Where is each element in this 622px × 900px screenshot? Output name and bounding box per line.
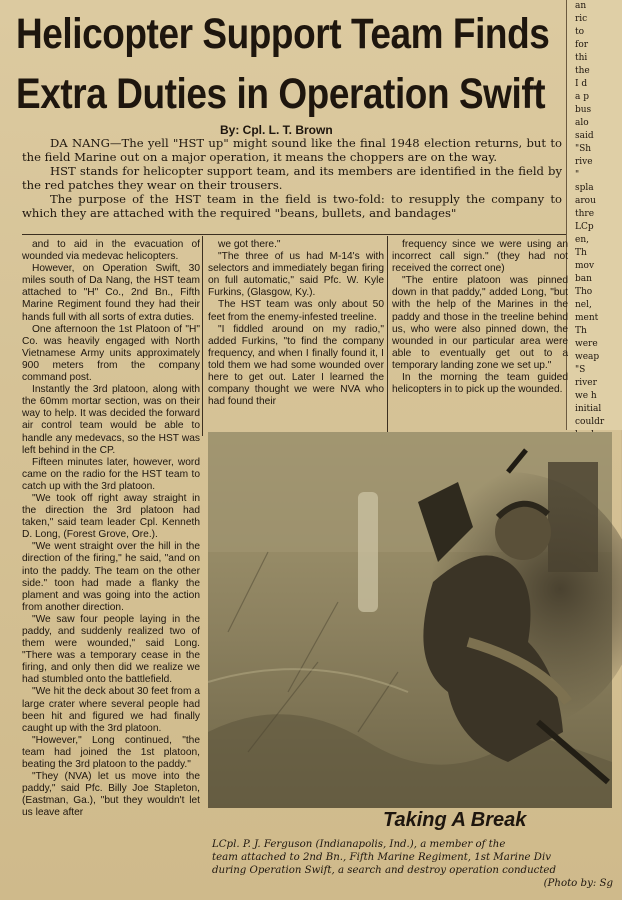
adjacent-column-fragment: the	[575, 66, 590, 76]
adjacent-column-fragment: were	[575, 339, 598, 349]
adjacent-column-fragment: spla	[575, 183, 594, 193]
article-paragraph: In the morning the team guided helicopters in to pick up the wounded.	[392, 372, 568, 396]
headline	[16, 4, 550, 124]
adjacent-column-fragment: "S	[575, 365, 586, 375]
adjacent-column-fragment: weap	[575, 352, 600, 362]
column-divider	[387, 236, 388, 432]
adjacent-column-fragment: "	[575, 170, 580, 180]
adjacent-column-fragment: LCp	[575, 222, 594, 232]
adjacent-column-fragment: river	[575, 378, 597, 388]
headline-line-2: Extra Duties in Operation Swift	[16, 70, 546, 118]
adjacent-column-fragment: rive	[575, 157, 593, 167]
intro-paragraph: DA NANG—The yell "HST up" might sound like the final 1948 election returns, but to the field Marine out on a major operation, it means the choppers are on the way.	[22, 136, 562, 164]
photo-caption-title: Taking A Break	[383, 809, 527, 831]
caption-line: LCpl. P. J. Ferguson (Indianapolis, Ind.), a member of the	[212, 839, 506, 850]
adjacent-column-fragment: Th	[575, 248, 587, 258]
article-paragraph: "They (NVA) let us move into the paddy," said Pfc. Billy Joe Stapleton, (Eastman, Ga.), "but they wouldn't let us leave after	[22, 771, 200, 819]
adjacent-column-fragment: an	[575, 1, 587, 11]
article-paragraph: "We took off right away straight in the direction the 3rd platoon had taken," said team leader Cpl. Kenneth D. Long, (Forest Grove, Ore.).	[22, 492, 200, 541]
article-paragraph: "However," Long continued, "the team had joined the 1st platoon, beating the 3rd platoon to the paddy."	[22, 734, 200, 771]
adjacent-column-fragment: I d	[575, 79, 588, 89]
adjacent-column-fragment: ban	[575, 274, 592, 284]
adjacent-column-fragment: "Sh	[575, 144, 592, 154]
adjacent-column-fragment: alo	[575, 118, 589, 128]
intro-rule	[22, 234, 566, 235]
news-photo-marine-resting	[208, 432, 612, 808]
article-paragraph: "I fiddled around on my radio," added Furkins, "to find the company frequency, and when I finally found it, I told them we had some wounded over here to get out. Later I learned the company thought we were NVA who had found their	[208, 323, 384, 408]
caption-line: during Operation Swift, a search and destroy operation conducted	[212, 865, 556, 876]
adjacent-column	[566, 0, 622, 430]
adjacent-column-fragment: ric	[575, 14, 588, 24]
byline: By: Cpl. L. T. Brown	[220, 123, 333, 137]
intro-paragraph: The purpose of the HST team in the field is two-fold: to resupply the company to which they are attached with the required "beans, bullets, and bandages"	[22, 192, 562, 220]
adjacent-column-fragment: for	[575, 40, 589, 50]
intro-paragraph: HST stands for helicopter support team, and its members are identified in the field by the red patches they wear on their trousers.	[22, 164, 562, 192]
adjacent-column-fragment: to	[575, 27, 585, 37]
adjacent-column-fragment: Tho	[575, 287, 593, 297]
article-paragraph: "The three of us had M-14's with selectors and immediately began firing on full automatic," said Pfc. W. Kyle Furkins, (Glasgow, Ky.).	[208, 251, 384, 299]
column-divider	[202, 236, 203, 436]
article-paragraph: The HST team was only about 50 feet from the enemy-infested treeline.	[208, 299, 384, 323]
adjacent-column-fragment: we h	[575, 391, 597, 401]
headline-line-1: Helicopter Support Team Finds	[16, 10, 550, 58]
article-intro	[22, 136, 562, 220]
column-1	[22, 239, 200, 820]
adjacent-column-fragment: arou	[575, 196, 596, 206]
article-paragraph: "The entire platoon was pinned down in that paddy," added Long, "but with the help of the Marines in the paddy and those in the treeline behind us, who were also pinned down, the wounded in our particular area were able to eventually get out to a temporary landing zone we set up."	[392, 275, 568, 371]
column-2	[208, 239, 384, 408]
adjacent-column-fragment: ment	[575, 313, 599, 323]
article-paragraph: One afternoon the 1st Platoon of "H" Co. was heavily engaged with North Vietnamese Army units approximately 900 meters from the company command post.	[22, 323, 200, 384]
photo-illustration	[208, 432, 612, 808]
adjacent-column-fragment: a p	[575, 92, 589, 102]
article-paragraph: Fifteen minutes later, however, word came on the radio for the HST team to catch up with the 3rd platoon.	[22, 456, 200, 492]
adjacent-column-fragment: bus	[575, 105, 592, 115]
article-paragraph: "We went straight over the hill in the direction of the firing," he said, "and on into the paddy. The team on the other side." toon had made a flanky the plament and was going into the action from another direction.	[22, 541, 200, 613]
adjacent-column-fragment: thi	[575, 53, 588, 63]
article-paragraph: However, on Operation Swift, 30 miles south of Da Nang, the HST team attached to "H" Co., 2nd Bn., Fifth Marine Regiment found they had their hands full with all sorts of extra duties.	[22, 263, 200, 323]
caption-line: team attached to 2nd Bn., Fifth Marine Regiment, 1st Marine Div	[212, 852, 551, 863]
adjacent-column-fragment: Th	[575, 326, 587, 336]
column-3	[392, 239, 568, 396]
adjacent-column-fragment: thre	[575, 209, 595, 219]
adjacent-column-fragment: initial	[575, 404, 602, 414]
adjacent-column-fragment: said	[575, 131, 594, 141]
adjacent-column-fragment: couldr	[575, 417, 605, 427]
article-paragraph: frequency since we were using an incorrect call sign." (they had not received the correct one)	[392, 239, 568, 275]
article-paragraph: we got there."	[218, 239, 281, 250]
caption-line: (Photo by: Sg	[543, 878, 613, 889]
article-paragraph: Instantly the 3rd platoon, along with the 60mm mortar section, was on their way to help. It was decided the forward air control team would be able to handle any medevacs, so the HST was left behind in the CP.	[22, 384, 200, 456]
article-paragraph: "We hit the deck about 30 feet from a large crater where several people had been hit and figured we had finally caught up with the 3rd platoon.	[22, 686, 200, 734]
adjacent-column-fragment: nel,	[575, 300, 592, 310]
photo-caption	[212, 838, 617, 890]
article-paragraph: "We saw four people laying in the paddy, and suddenly realized two of them were wounded," said Long. "There was a temporary cease in the firing, and only then did we realize we had stumbled onto the battlefield.	[22, 613, 200, 686]
article-paragraph: and to aid in the evacuation of wounded via medevac helicopters.	[22, 239, 200, 263]
adjacent-column-fragment: mov	[575, 261, 595, 271]
adjacent-column-fragment: en,	[575, 235, 589, 245]
